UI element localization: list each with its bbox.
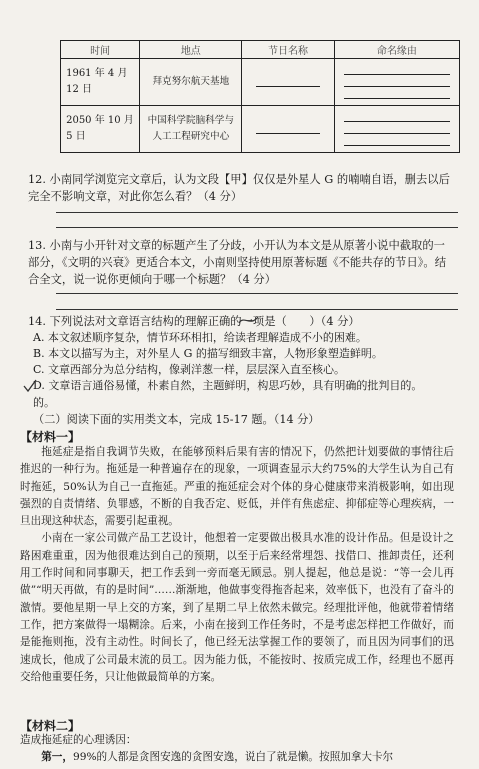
option-d-continuation: 的。 bbox=[33, 396, 55, 409]
first-point-text: 99%的人都是贪图安逸的贪图安逸，说白了就是懒。按照加拿大卡尔 bbox=[72, 751, 394, 764]
paragraph bbox=[20, 749, 454, 766]
paragraph: 拖延症是指自我调节失败，在能够预料后果有害的情况下，仍然把计划要做的事情往后推迟的一种行为。拖延是一种普遍存在的现象，一项调查显示大约75%的大学生认为自己有时拖延，50%认为自己一直拖延。严重的拖延症会对个体的身心健康带来消极影响，如出现强烈的自责情绪、负罪感，不断的自我否定、贬低，并伴有焦虑症、抑郁症等心理疾病，一旦出现这种状态，需要引起重视。 bbox=[20, 446, 454, 528]
header-place: 地点 bbox=[140, 41, 242, 59]
material-1-label: 【材料一】 bbox=[20, 430, 81, 444]
material-2-body bbox=[20, 732, 454, 767]
option-b[interactable]: B. 本文以描写为主，对外星人 G 的描写细致丰富，人物形象塑造鲜明。 bbox=[33, 347, 383, 360]
festival-table bbox=[60, 40, 460, 153]
festival-name-blank[interactable] bbox=[242, 59, 334, 106]
naming-reason-blank[interactable] bbox=[334, 106, 459, 153]
material-2-intro: 造成拖延症的心理诱因： bbox=[20, 734, 137, 746]
option-c[interactable]: C. 文章西部分为总分结构，像剥洋葱一样，层层深入直至核心。 bbox=[33, 363, 346, 376]
question-12: 12. 小南同学浏览完文章后，认为文段【甲】仅仅是外星人 G 的喃喃自语，删去以后完全不影响文章，对此你怎么看？（4 分） bbox=[28, 173, 450, 203]
table-header-row bbox=[61, 41, 460, 59]
table-cell-place: 拜克努尔航天基地 bbox=[140, 59, 242, 106]
festival-name-blank[interactable] bbox=[242, 106, 334, 153]
paragraph: 小南在一家公司做产品工艺设计，他想着一定要做出极具水准的设计作品。但是设计之路困难重重，因为他很难达到自己的预期，以至于后来经常埋怨、找借口、推卸责任，还利用工作时间和同事聊天，把工作丢到一旁而毫无顾忌。别人提起，他总是说：“等一会儿再做”“明天再做，有的是时间”……渐渐地，他做事变得拖沓起来，效率低下，也没有了奋斗的激情。要他星期一早上交的方案，到了星期二早上依然未做完。经理批评他，他就带着情绪工作，把方案做得一塌糊涂。后来，小南在接到工作任务时，不是考虑怎样把工作做好，而是能拖则拖，没有主动性。时间长了，他已经无法掌握工作的要领了，而且因为同事们的迅速成长，他成了公司最末流的员工。因为能力低，不能按时、按质完成工作，经理也不愿再交给他重要任务，只让他做最简单的方案。 bbox=[20, 532, 454, 683]
section-2-heading: （二）阅读下面的实用类文本，完成 15-17 题。（14 分） bbox=[33, 413, 320, 426]
option-d[interactable]: D. 文章语言通俗易懂，朴素自然，主题鲜明，构思巧妙，具有明确的批判目的。 bbox=[33, 379, 423, 392]
handwritten-check-icon bbox=[22, 378, 38, 394]
table-cell-time: 2050 年 10 月 5 日 bbox=[61, 106, 140, 153]
answer-line[interactable] bbox=[56, 309, 458, 310]
header-time: 时间 bbox=[61, 41, 140, 59]
option-a[interactable]: A. 本文叙述顺序复杂，情节环环相扣，给读者理解造成不小的困难。 bbox=[33, 331, 367, 344]
answer-line[interactable] bbox=[56, 293, 458, 294]
header-naming-reason: 命名缘由 bbox=[334, 41, 459, 59]
question-13: 13. 小南与小开针对文章的标题产生了分歧，小开认为本文是从原著小说中截取的一部分，《文明的兴衰》更适合本文，小南则坚持使用原著标题《不能共存的节日》。结合全文，说一说你更倾向于哪一个标题？（4 分） bbox=[28, 239, 446, 286]
table-row bbox=[61, 59, 460, 106]
answer-line[interactable] bbox=[56, 212, 458, 213]
naming-reason-blank[interactable] bbox=[334, 59, 459, 106]
material-1-body bbox=[20, 444, 454, 686]
header-festival-name: 节日名称 bbox=[242, 41, 334, 59]
answer-line[interactable] bbox=[56, 227, 458, 228]
first-point-label: 第一， bbox=[41, 751, 73, 764]
material-2-label: 【材料二】 bbox=[20, 719, 81, 733]
table-row bbox=[61, 106, 460, 153]
handwritten-mark-icon bbox=[236, 311, 262, 329]
table-cell-place: 中国科学院脑科学与人工工程研究中心 bbox=[140, 106, 242, 153]
table-cell-time: 1961 年 4 月 12 日 bbox=[61, 59, 140, 106]
question-14-stem: 14. 下列说法对文章语言结构的理解正确的一项是（ ）（4 分） bbox=[28, 315, 360, 328]
